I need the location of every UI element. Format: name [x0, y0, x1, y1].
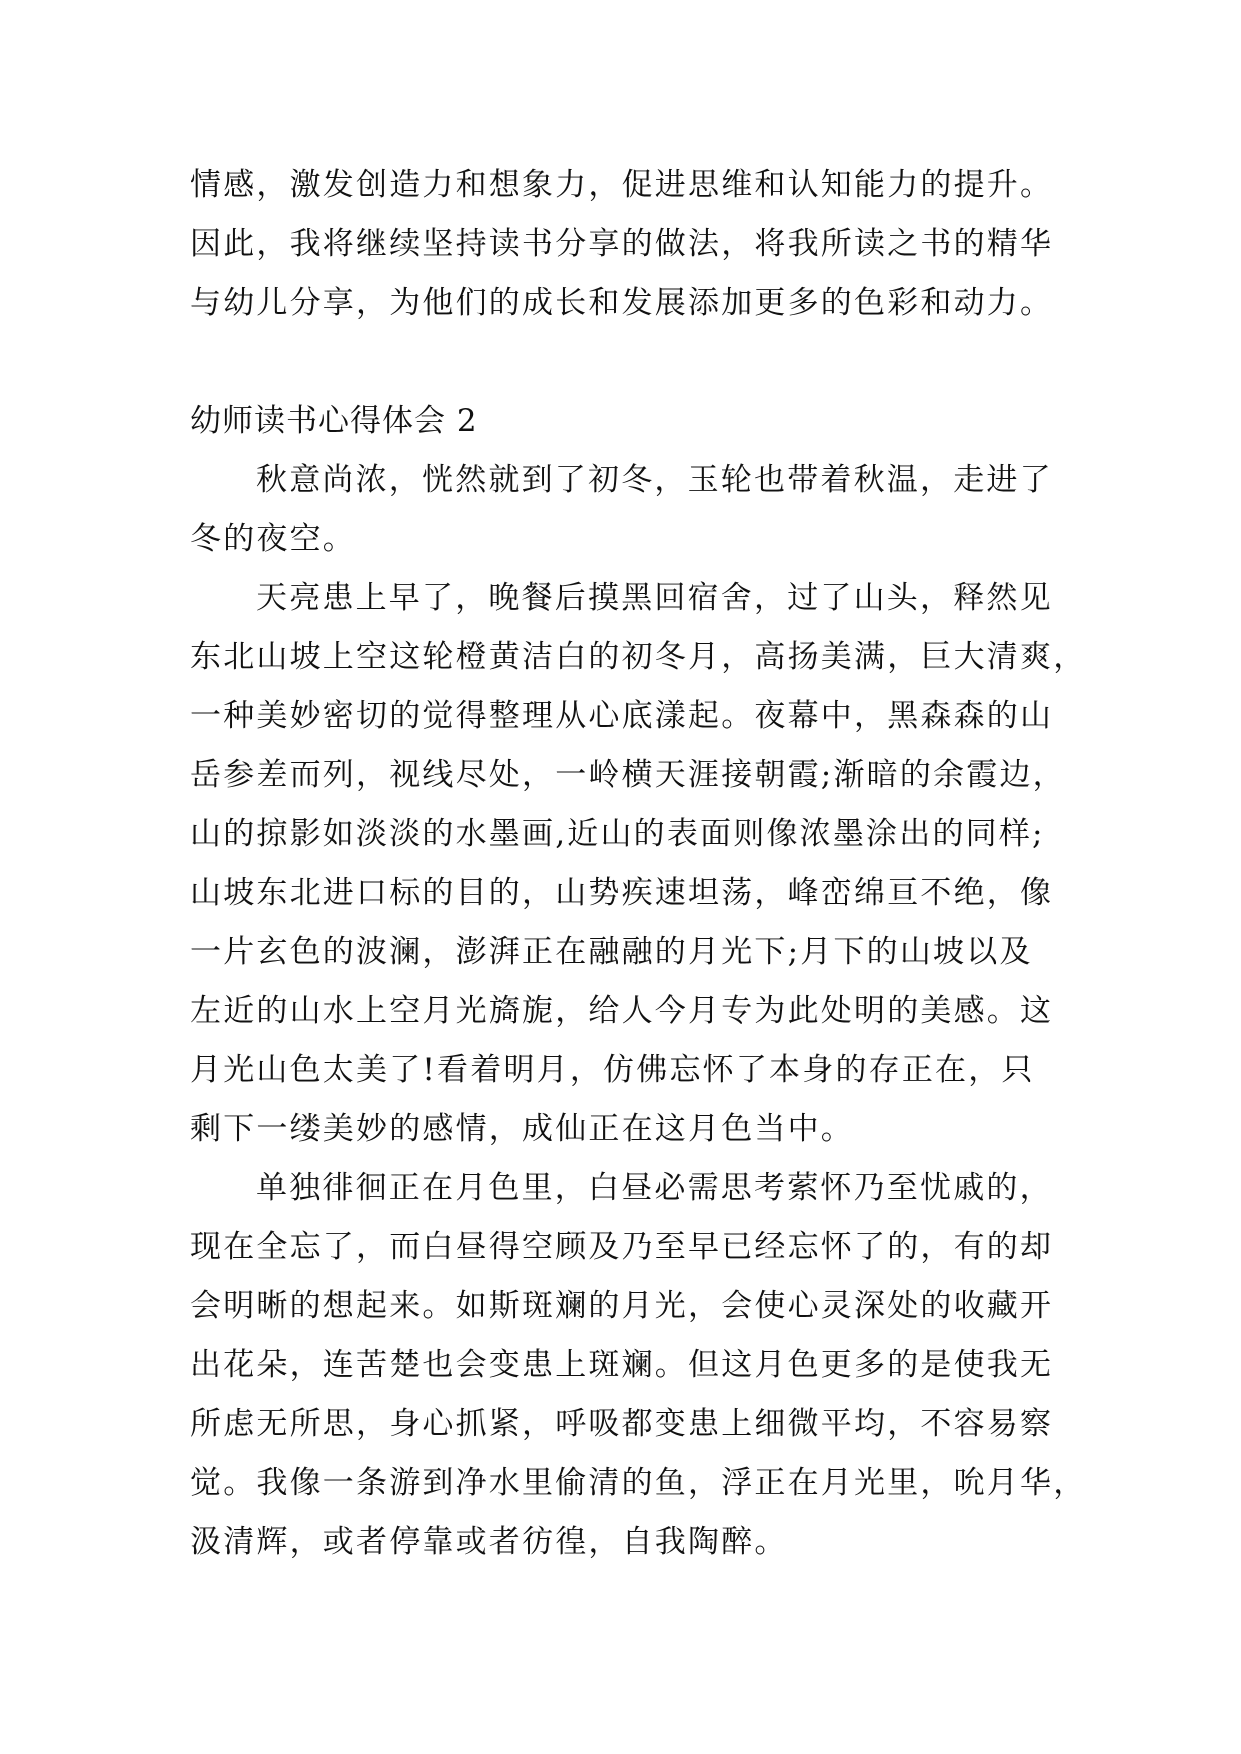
text-line: 一片玄色的波澜，澎湃正在融融的月光下;月下的山坡以及 — [190, 934, 1033, 970]
text-line: 汲清辉，或者停靠或者彷徨，自我陶醉。 — [190, 1524, 788, 1560]
text-line: 情感，激发创造力和想象力，促进思维和认知能力的提升。 — [190, 167, 1054, 203]
text-line: 现在全忘了，而白昼得空顾及乃至早已经忘怀了的，有的却 — [190, 1229, 1054, 1265]
paragraph-3 — [190, 1159, 1090, 1572]
text-line: 月光山色太美了!看着明月，仿佛忘怀了本身的存正在，只 — [190, 1052, 1035, 1088]
paragraph-2 — [190, 569, 1090, 1159]
text-line: 觉。我像一条游到净水里偷清的鱼，浮正在月光里，吮月华， — [190, 1465, 1087, 1501]
text-line: 剩下一缕美妙的感情，成仙正在这月色当中。 — [190, 1111, 854, 1147]
paragraph-1 — [190, 451, 1090, 569]
text-line: 与幼儿分享，为他们的成长和发展添加更多的色彩和动力。 — [190, 285, 1054, 321]
intro-paragraph — [190, 156, 1090, 333]
text-line: 因此，我将继续坚持读书分享的做法，将我所读之书的精华 — [190, 226, 1054, 262]
text-line: 左近的山水上空月光旖旎，给人今月专为此处明的美感。这 — [190, 993, 1054, 1029]
text-line: 东北山坡上空这轮橙黄洁白的初冬月，高扬美满，巨大清爽， — [190, 639, 1087, 675]
text-line: 会明晰的想起来。如斯斑斓的月光，会使心灵深处的收藏开 — [190, 1288, 1054, 1324]
text-line: 秋意尚浓，恍然就到了初冬，玉轮也带着秋温，走进了 — [256, 462, 1053, 498]
text-line: 岳参差而列，视线尽处，一岭横天涯接朝霞;渐暗的余霞边， — [190, 757, 1066, 793]
paragraph-spacer — [190, 333, 1090, 392]
document-body — [190, 156, 1090, 1572]
text-line: 单独徘徊正在月色里，白昼必需思考萦怀乃至忧戚的， — [256, 1170, 1053, 1206]
text-line: 所虑无所思，身心抓紧，呼吸都变患上细微平均，不容易察 — [190, 1406, 1054, 1442]
section-title: 幼师读书心得体会 2 — [190, 403, 478, 439]
text-line: 山的掠影如淡淡的水墨画,近山的表面则像浓墨涂出的同样; — [190, 816, 1045, 852]
text-line: 山坡东北进口标的目的，山势疾速坦荡，峰峦绵亘不绝，像 — [190, 875, 1054, 911]
text-line: 出花朵，连苦楚也会变患上斑斓。但这月色更多的是使我无 — [190, 1347, 1054, 1383]
text-line: 一种美妙密切的觉得整理从心底漾起。夜幕中，黑森森的山 — [190, 698, 1054, 734]
text-line: 天亮患上早了，晚餐后摸黑回宿舍，过了山头，释然见 — [256, 580, 1053, 616]
text-line: 冬的夜空。 — [190, 521, 356, 557]
